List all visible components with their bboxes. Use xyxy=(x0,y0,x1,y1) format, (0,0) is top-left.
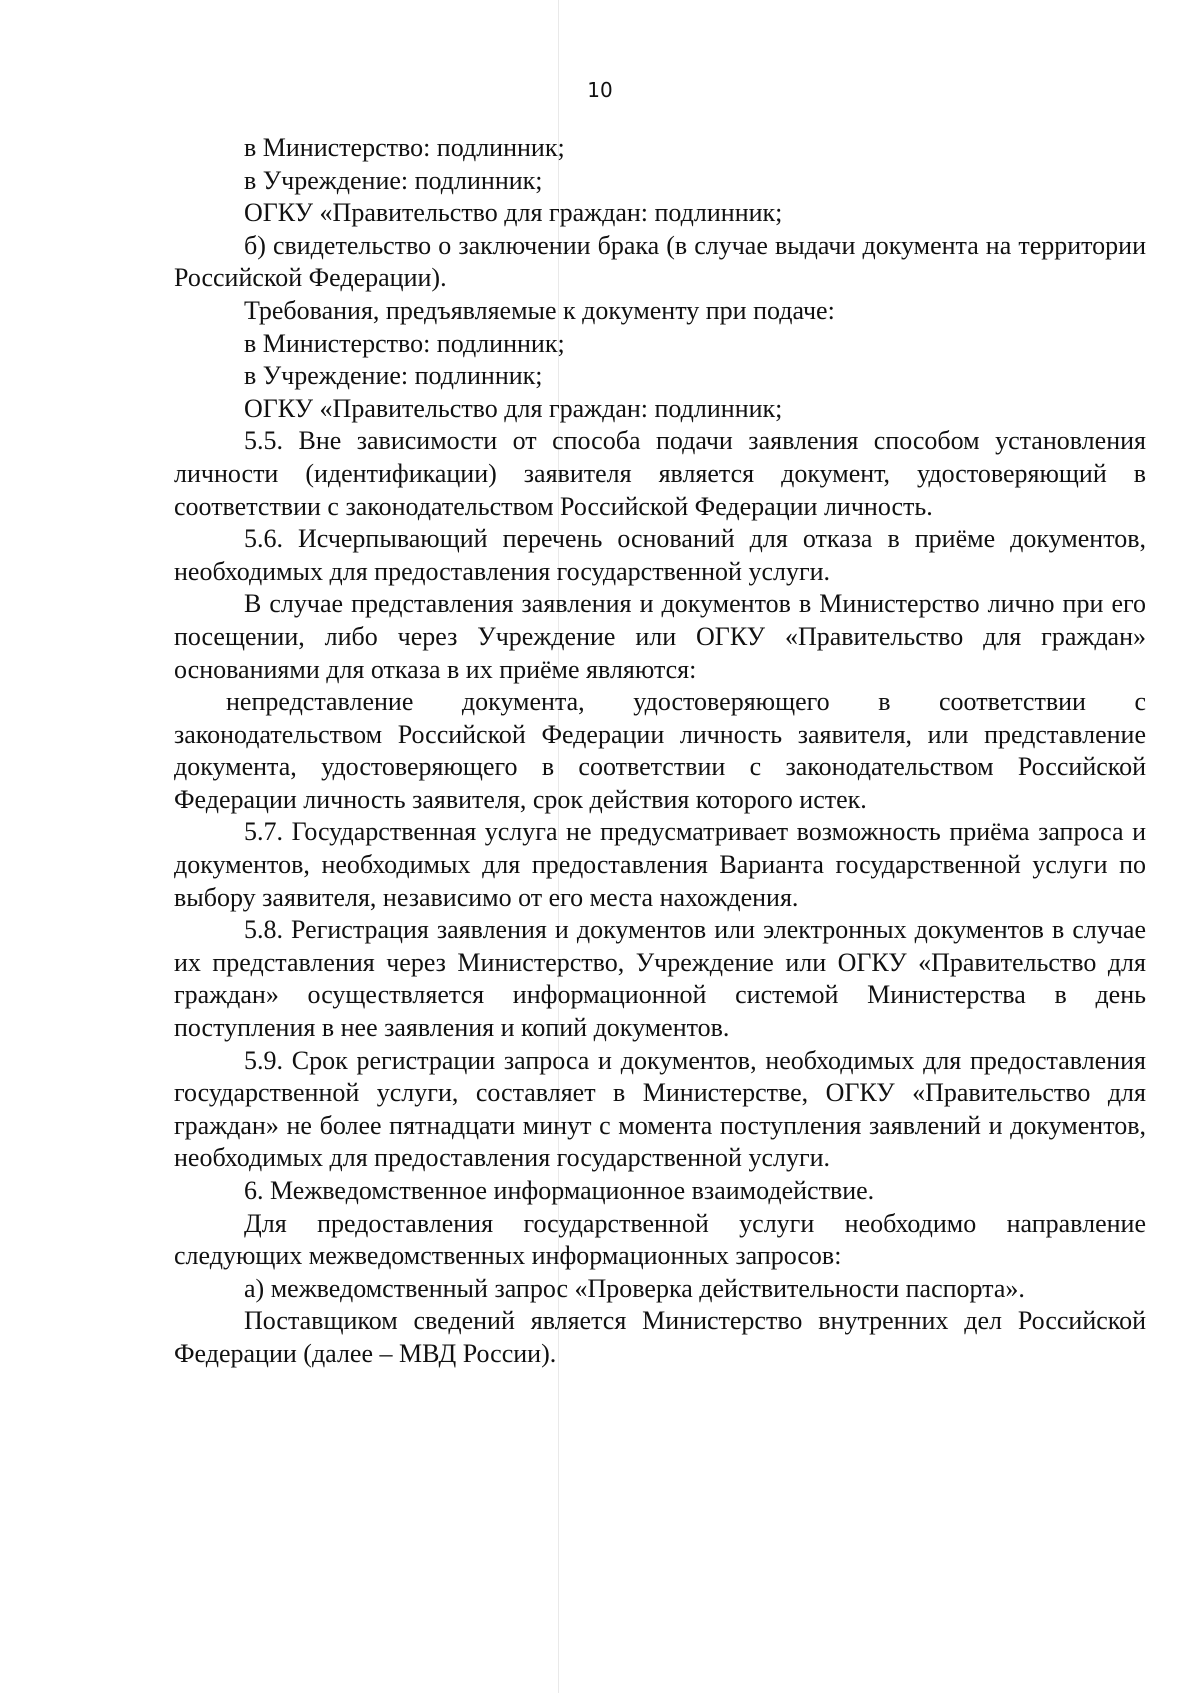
paragraph: 5.6. Исчерпывающий перечень оснований для отказа в приёме документов, необходимых для предоставления государственной услуги. xyxy=(174,524,1146,586)
paragraph: ОГКУ «Правительство для граждан: подлинник; xyxy=(244,198,783,228)
paragraph: Поставщиком сведений является Министерство внутренних дел Российской Федерации (далее – МВД России). xyxy=(174,1306,1146,1368)
paragraph: в Учреждение: подлинник; xyxy=(244,361,543,391)
paragraph: Требования, предъявляемые к документу при подаче: xyxy=(244,295,835,325)
document-body xyxy=(174,132,1146,1371)
paragraph: а) межведомственный запрос «Проверка действительности паспорта». xyxy=(244,1273,1025,1303)
paragraph: в Министерство: подлинник; xyxy=(244,133,565,162)
paragraph: Для предоставления государственной услуги необходимо направление следующих межведомственных информационных запросов: xyxy=(174,1208,1146,1271)
paragraph: 6. Межведомственное информационное взаимодействие. xyxy=(244,1176,875,1205)
paragraph: в Учреждение: подлинник; xyxy=(244,165,543,195)
paragraph: 5.5. Вне зависимости от способа подачи заявления способом установления личности (идентификации) заявителя является документ, удостоверяющий в соответствии с законодательством Российской Федерации личность. xyxy=(174,426,1146,521)
paragraph: 5.7. Государственная услуга не предусматривает возможность приёма запроса и документов, необходимых для предоставления Варианта государственной услуги по выбору заявителя, независимо от его места нахождения. xyxy=(174,817,1146,912)
paragraph: 5.8. Регистрация заявления и документов или электронных документов в случае их представления через Министерство, Учреждение или ОГКУ «Правительство для граждан» осуществляется информационной системой Министерства в день поступления в нее заявления и копий документов. xyxy=(174,915,1146,1043)
paragraph: б) свидетельство о заключении брака (в случае выдачи документа на территории Российской Федерации). xyxy=(174,230,1146,293)
paragraph: 5.9. Срок регистрации запроса и документов, необходимых для предоставления государственной услуги, составляет в Министерстве, ОГКУ «Правительство для граждан» не более пятнадцати минут с момента поступления заявлений и документов, необходимых для предоставления государственной услуги. xyxy=(174,1045,1146,1173)
paragraph: ОГКУ «Правительство для граждан: подлинник; xyxy=(244,393,783,423)
paragraph: непредставление документа, удостоверяющего в соответствии с законодательством Российской Федерации личность заявителя, или представление документа, удостоверяющего в соответствии с законодательством Российской Федерации личность заявителя, срок действия которого истек. xyxy=(174,687,1146,814)
paragraph: в Министерство: подлинник; xyxy=(244,328,565,358)
page-number: 10 xyxy=(587,78,613,102)
paragraph: В случае представления заявления и документов в Министерство лично при его посещении, либо через Учреждение или ОГКУ «Правительство для граждан» основаниями для отказа в их приёме являются: xyxy=(174,589,1146,684)
